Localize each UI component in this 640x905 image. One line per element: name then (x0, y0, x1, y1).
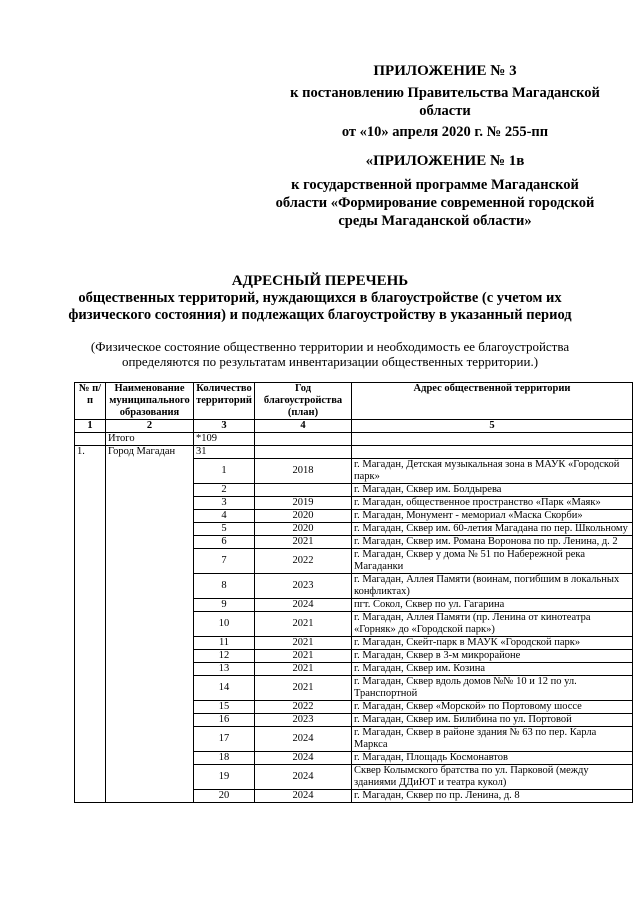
document-subtitle: общественных территорий, нуждающихся в благоустройстве (с учетом их физического состояния) и подлежащих благоустройству в указанный период (68, 290, 572, 323)
header-count: Количество территорий (194, 383, 255, 420)
row-year: 2024 (255, 727, 352, 752)
row-year: 2024 (255, 752, 352, 765)
row-number: 18 (194, 752, 255, 765)
row-address: г. Магадан, Сквер вдоль домов №№ 10 и 12 по ул. Транспортной (352, 676, 633, 701)
total-row (75, 433, 633, 446)
col-number: 5 (352, 420, 633, 433)
row-year: 2019 (255, 497, 352, 510)
row-address: пгт. Сокол, Сквер по ул. Гагарина (352, 599, 633, 612)
row-address: г. Магадан, Сквер им. Козина (352, 663, 633, 676)
row-address: г. Магадан, Сквер в районе здания № 63 по пер. Карла Маркса (352, 727, 633, 752)
row-year: 2022 (255, 701, 352, 714)
row-number: 15 (194, 701, 255, 714)
row-number: 4 (194, 510, 255, 523)
row-year: 2024 (255, 599, 352, 612)
row-number: 16 (194, 714, 255, 727)
resolution-line: к постановлению Правительства Магаданской области (290, 85, 600, 119)
municipality-name: Город Магадан (106, 446, 194, 803)
row-year: 2023 (255, 714, 352, 727)
row-year: 2018 (255, 459, 352, 484)
municipality-count: 31 (194, 446, 255, 459)
row-number: 3 (194, 497, 255, 510)
row-address: г. Магадан, Аллея Памяти (воинам, погибшим в локальных конфликтах) (352, 574, 633, 599)
row-number: 12 (194, 650, 255, 663)
document-note: (Физическое состояние общественно территории и необходимость ее благоустройства определяются по результатам инвентаризации общественных территории.) (90, 339, 570, 369)
row-address: г. Магадан, Сквер «Морской» по Портовому шоссе (352, 701, 633, 714)
municipality-row (75, 446, 633, 459)
row-year: 2021 (255, 536, 352, 549)
total-count: *109 (194, 433, 255, 446)
row-number: 8 (194, 574, 255, 599)
municipality-num: 1. (75, 446, 106, 803)
row-year: 2021 (255, 676, 352, 701)
header-year: Год благоустройства (план) (255, 383, 352, 420)
col-number: 1 (75, 420, 106, 433)
address-table (74, 382, 633, 803)
row-year: 2023 (255, 574, 352, 599)
row-number: 5 (194, 523, 255, 536)
row-year (255, 484, 352, 497)
row-number: 19 (194, 765, 255, 790)
col-number: 4 (255, 420, 352, 433)
row-address: г. Магадан, Скейт-парк в МАУК «Городской парк» (352, 637, 633, 650)
row-number: 17 (194, 727, 255, 752)
col-number: 3 (194, 420, 255, 433)
row-year: 2021 (255, 663, 352, 676)
row-number: 14 (194, 676, 255, 701)
row-address: г. Магадан, Аллея Памяти (пр. Ленина от кинотеатра «Горняк» до «Городской парк») (352, 612, 633, 637)
row-number: 11 (194, 637, 255, 650)
program-line: к государственной программе Магаданской области «Формирование современной городской среды Магаданской области» (275, 177, 595, 229)
row-year: 2022 (255, 549, 352, 574)
row-year: 2020 (255, 523, 352, 536)
document-title: АДРЕСНЫЙ ПЕРЕЧЕНЬ (231, 273, 409, 289)
column-numbers-row (75, 420, 633, 433)
row-number: 9 (194, 599, 255, 612)
row-number: 10 (194, 612, 255, 637)
row-address: г. Магадан, Детская музыкальная зона в МАУК «Городской парк» (352, 459, 633, 484)
row-address: г. Магадан, Сквер у дома № 51 по Набережной река Магаданки (352, 549, 633, 574)
row-address: г. Магадан, общественное пространство «Парк «Маяк» (352, 497, 633, 510)
date-line: от «10» апреля 2020 г. № 255-пп (341, 124, 549, 140)
row-year: 2020 (255, 510, 352, 523)
total-label: Итого (106, 433, 194, 446)
row-year: 2024 (255, 765, 352, 790)
row-address: г. Магадан, Сквер им. Романа Воронова по пр. Ленина, д. 2 (352, 536, 633, 549)
row-number: 20 (194, 790, 255, 803)
header-num: № п/п (75, 383, 106, 420)
row-address: Сквер Колымского братства по ул. Парковой (между зданиями ДДиЮТ и театра кукол) (352, 765, 633, 790)
row-year: 2024 (255, 790, 352, 803)
table-header-row (75, 383, 633, 420)
row-address: г. Магадан, Монумент - мемориал «Маска Скорби» (352, 510, 633, 523)
row-address: г. Магадан, Сквер им. Болдырева (352, 484, 633, 497)
row-address: г. Магадан, Сквер в 3-м микрорайоне (352, 650, 633, 663)
row-year: 2021 (255, 650, 352, 663)
row-number: 13 (194, 663, 255, 676)
row-number: 7 (194, 549, 255, 574)
row-year: 2021 (255, 612, 352, 637)
row-year: 2021 (255, 637, 352, 650)
appendix-title: ПРИЛОЖЕНИЕ № 3 (373, 63, 517, 79)
row-address: г. Магадан, Сквер по пр. Ленина, д. 8 (352, 790, 633, 803)
header-municipality: Наименование муниципального образования (106, 383, 194, 420)
row-number: 6 (194, 536, 255, 549)
row-address: г. Магадан, Сквер им. 60-летия Магадана по пер. Школьному (352, 523, 633, 536)
col-number: 2 (106, 420, 194, 433)
appendix2-title: «ПРИЛОЖЕНИЕ № 1в (365, 153, 525, 169)
row-number: 2 (194, 484, 255, 497)
row-address: г. Магадан, Сквер им. Билибина по ул. Портовой (352, 714, 633, 727)
header-address: Адрес общественной территории (352, 383, 633, 420)
row-number: 1 (194, 459, 255, 484)
row-address: г. Магадан, Площадь Космонавтов (352, 752, 633, 765)
